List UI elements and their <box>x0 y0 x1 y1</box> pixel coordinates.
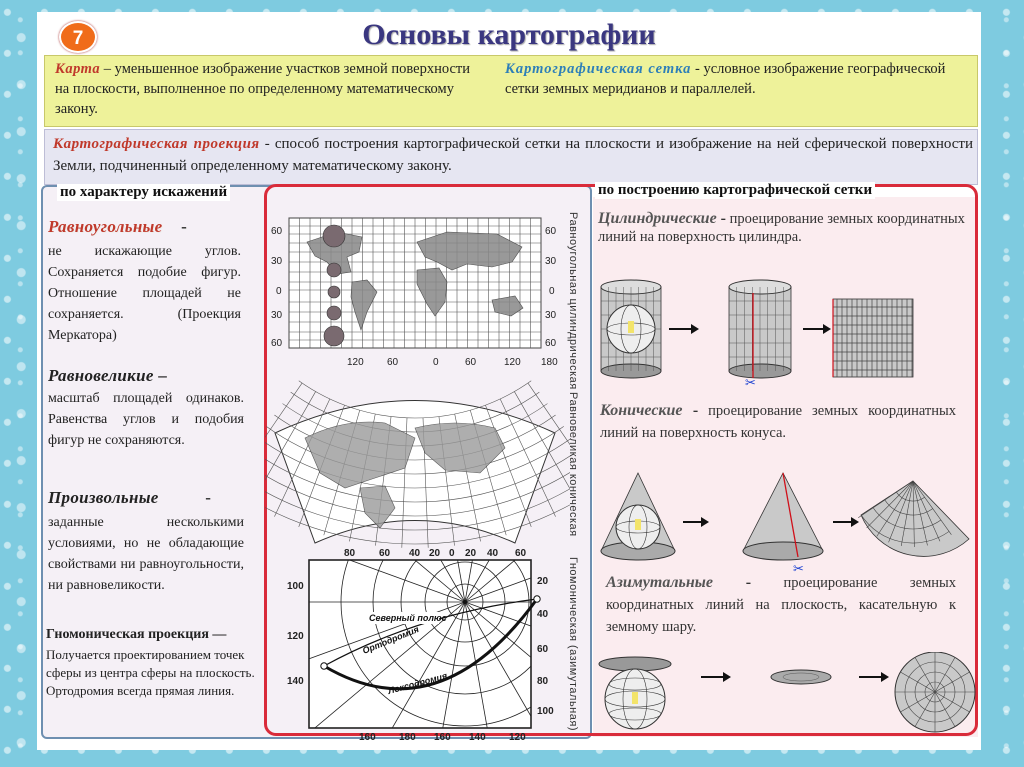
azimuthal-diagram <box>593 652 977 742</box>
indicatrix-circle <box>328 286 340 298</box>
gnomonic-title: Гномоническая проекция — <box>46 627 227 642</box>
map-definition <box>55 59 475 119</box>
equal-area-title <box>48 366 167 386</box>
arrow-icon-head <box>701 517 709 527</box>
arrow-icon-head <box>851 517 859 527</box>
mercator-lat-label: 0 <box>549 286 555 297</box>
conic-map <box>265 378 570 548</box>
gnomonic-bottom-label: 160 <box>359 732 376 743</box>
gnomonic-bottom-label: 180 <box>399 732 416 743</box>
gnomonic-top-label: 40 <box>487 548 499 559</box>
unrolled-plane <box>833 299 913 377</box>
cone-sector <box>861 481 969 556</box>
gnomonic-top-label: 20 <box>429 548 441 559</box>
arbitrary-dash: - <box>205 488 212 507</box>
conformal-title <box>48 217 187 237</box>
gnomonic-left-label: 140 <box>287 676 304 687</box>
gnomonic-bottom-label: 140 <box>469 732 486 743</box>
north-pole-label: Северный полюс <box>369 613 447 623</box>
cut-cone <box>743 473 823 577</box>
gnomonic-top-label: 20 <box>465 548 477 559</box>
gnomonic-caption: Гномоническая (азимутальная) <box>567 557 579 731</box>
page-title: Основы картографии <box>362 18 656 51</box>
gnomonic-left-label: 120 <box>287 631 304 642</box>
gnomonic-right-label: 100 <box>537 706 554 717</box>
distortion-header: по характеру искажений <box>57 184 230 201</box>
mercator-lon-label: 60 <box>465 357 477 368</box>
mercator-lat-label: 30 <box>271 256 283 267</box>
north-pole-point <box>463 600 467 604</box>
projected-plane <box>771 670 831 684</box>
conformal-dash: - <box>181 217 188 236</box>
gnomonic-right-label: 20 <box>537 576 549 587</box>
mercator-lon-label: 180 <box>541 357 558 368</box>
indicatrix-circle <box>323 225 345 247</box>
cylindrical-text: проецирование земных координатных линий на поверхность цилиндра. <box>598 211 965 245</box>
mercator-lat-label: 0 <box>276 286 282 297</box>
mercator-lat-label: 60 <box>271 338 283 349</box>
scissors-icon: ✂ <box>745 376 756 387</box>
azimuthal-title <box>606 572 956 638</box>
mercator-lat-label: 60 <box>545 338 557 349</box>
mercator-lat-label: 30 <box>545 256 557 267</box>
gnomonic-top-label: 60 <box>379 548 391 559</box>
unrolled-cone <box>858 481 969 556</box>
mercator-caption: Равноугольная цилиндрическая <box>567 212 579 390</box>
arbitrary-title-text: Произвольные <box>48 488 159 507</box>
gnomonic-top-label: 0 <box>449 548 455 559</box>
arbitrary-description: заданные несколькими условиями, но не обладающие свойствами ни равноугольности, ни равновеликости. <box>48 515 244 593</box>
azimuthal-dash: - <box>712 574 752 591</box>
conical-diagram <box>593 467 977 577</box>
conical-title-text: Конические <box>600 402 683 419</box>
globe-highlight <box>635 519 641 530</box>
gnomonic-top-label: 40 <box>409 548 421 559</box>
mercator-lat-label: 60 <box>271 226 283 237</box>
mercator-lat-label: 30 <box>271 310 283 321</box>
cut-cylinder <box>729 280 791 387</box>
projection-definition <box>53 133 973 177</box>
arrow-icon-head <box>691 324 699 334</box>
projection-text: - способ построения картографической сетки на плоскости и изображение на ней сферической поверхности Земли, подчиненный определенному математическому закону. <box>53 136 973 174</box>
cylindrical-dash: - <box>716 210 726 227</box>
cone-base <box>743 542 823 560</box>
cylinder-with-globe <box>601 280 661 378</box>
map-term: Карта <box>55 61 101 77</box>
slide-number-badge: 7 <box>59 21 97 53</box>
arrow-icon-head <box>881 672 889 682</box>
mercator-map <box>267 212 572 372</box>
construction-header: по построению картографической сетки <box>595 182 875 199</box>
projection-term: Картографическая проекция <box>53 136 260 152</box>
grid-term: Картографическая сетка <box>505 61 692 77</box>
gnomonic-map <box>269 544 569 744</box>
conformal-description: не искажающие углов. Сохраняется подобие фигур. Отношение площадей не сохраняется. (Проекция Меркатора) <box>48 244 241 343</box>
mercator-lat-label: 60 <box>545 226 557 237</box>
slide <box>37 12 981 750</box>
conical-title <box>600 400 956 444</box>
mercator-lon-label: 120 <box>347 357 364 368</box>
equal-area-dash: – <box>153 366 168 385</box>
loxodrome-label: Локсодромия <box>386 670 449 696</box>
gnomonic-top-label: 80 <box>344 548 356 559</box>
conical-dash: - <box>682 402 699 419</box>
indicatrix-circle <box>324 326 344 346</box>
mercator-lon-label: 0 <box>433 357 439 368</box>
globe-highlight <box>632 692 638 704</box>
cylindrical-title <box>598 210 981 246</box>
scissors-icon: ✂ <box>793 562 804 577</box>
globe-highlight <box>628 321 634 333</box>
projection-definition-box <box>44 129 978 185</box>
cylindrical-title-text: Цилиндрические <box>598 210 717 227</box>
equal-area-title-text: Равновеликие <box>48 366 154 385</box>
gnomonic-top-label: 60 <box>515 548 527 559</box>
indicatrix-circle <box>327 306 341 320</box>
azimuthal-title-text: Азимутальные <box>606 574 713 591</box>
arrow-icon-head <box>723 672 731 682</box>
gnomonic-right-label: 40 <box>537 609 549 620</box>
map-text: – уменьшенное изображение участков земной поверхности на плоскости, выполненное по определенному математическому закону. <box>55 61 471 117</box>
indicatrix-circle <box>327 263 341 277</box>
gnomonic-bottom-label: 160 <box>434 732 451 743</box>
grid-text: - условное изображение географической сетки земных меридианов и параллелей. <box>505 61 946 97</box>
conformal-title-text: Равноугольные <box>48 217 163 236</box>
mercator-lat-label: 30 <box>545 310 557 321</box>
mercator-lon-label: 60 <box>387 357 399 368</box>
orthodrome-label: Ортодромия <box>361 624 421 656</box>
azimuthal-text: проецирование земных координатных линий на плоскость, касательную к земному шару. <box>606 575 957 635</box>
grid-definition <box>505 59 975 99</box>
conic-caption: Равновеликая коническая <box>567 392 579 537</box>
arrow-icon-head <box>823 324 831 334</box>
gnomonic-description: Получается проектированием точек сферы из центра сферы на плоскость. Ортодромия всегда прямая линия. <box>46 647 255 698</box>
cylindrical-diagram <box>593 277 977 387</box>
gnomonic-right-label: 60 <box>537 644 549 655</box>
cone-with-globe <box>601 473 675 560</box>
conic-frame <box>275 401 555 544</box>
arbitrary-title <box>48 488 211 508</box>
plane-with-globe <box>599 657 671 729</box>
conical-text: проецирование земных координатных линий на поверхность конуса. <box>600 403 956 441</box>
route-end-point <box>534 596 540 602</box>
mercator-lon-label: 120 <box>504 357 521 368</box>
definitions-box <box>44 55 978 127</box>
gnomonic-right-label: 80 <box>537 676 549 687</box>
gnomonic-bottom-label: 120 <box>509 732 526 743</box>
equal-area-description: масштаб площадей одинаков. Равенства углов и подобия фигур не сохраняются. <box>48 391 244 448</box>
gnomonic-left-label: 100 <box>287 581 304 592</box>
route-start-point <box>321 663 327 669</box>
